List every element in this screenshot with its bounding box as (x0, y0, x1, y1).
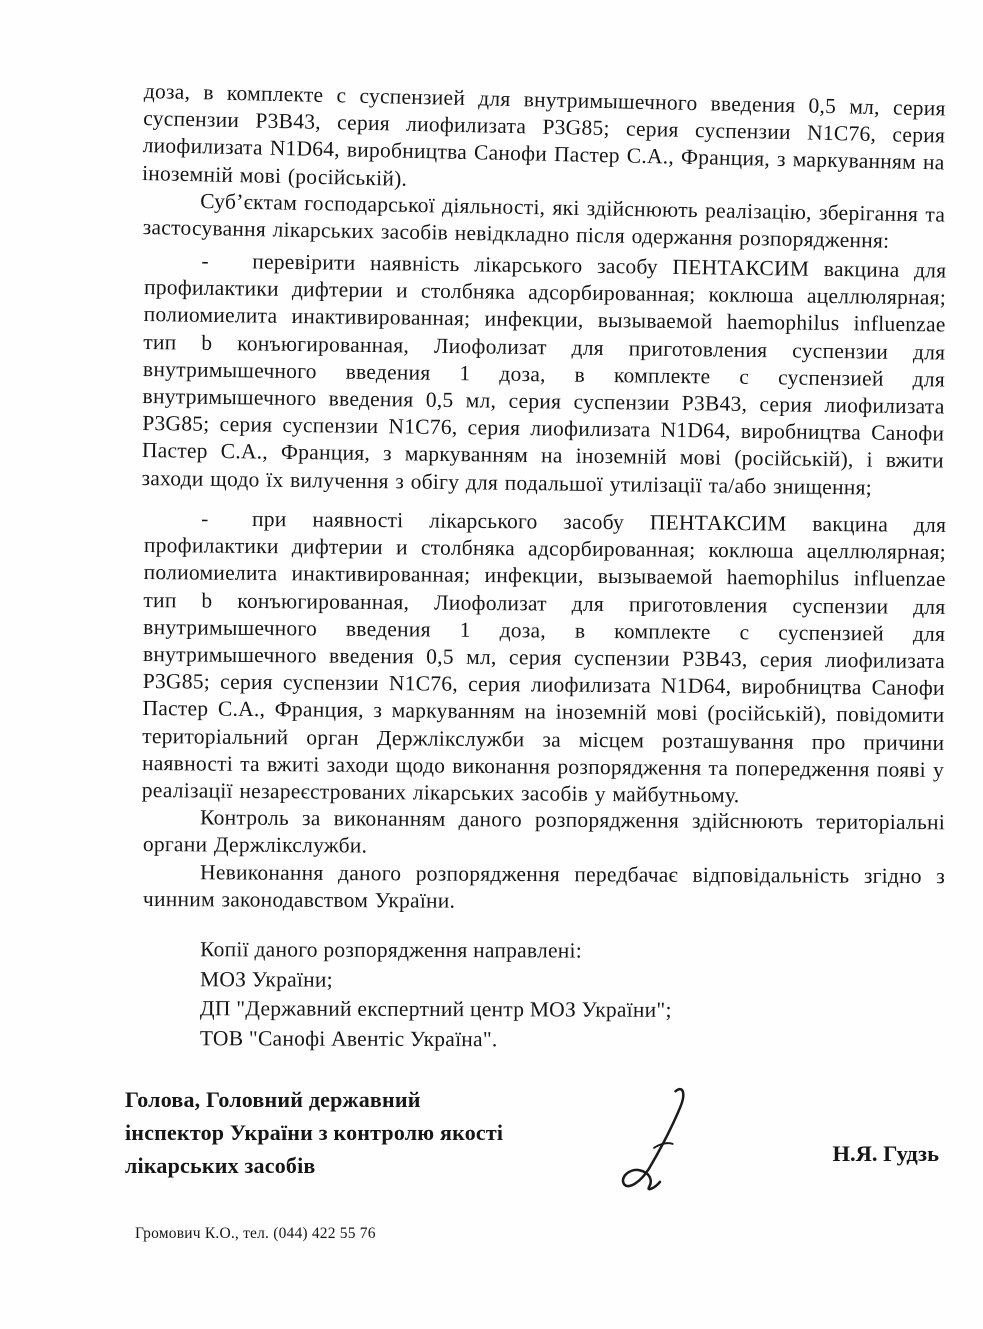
paragraph-dose-continuation: доза, в комплекте с суспензией для внутримышечного введения 0,5 мл, серия суспензии P3B43, серия лиофилизата P3G85; серия суспензии N1C76, серия лиофилизата N1D64, виробництва Санофи Пастер С.А., Франция, з маркуванням на іноземній мові (російській). (141, 79, 946, 191)
signatory-title-line-3: лікарських засобів (125, 1153, 316, 1179)
signature-block (125, 1083, 945, 1193)
list-item-verify: - перевірити наявність лікарського засобу ПЕНТАКСИМ вакцина для профилактики дифтерии и столбняка адсорбированная; коклюша ацеллюлярная; полиомиелита инактивированная; инфекции, вызываемой haemophilus influenzae тип b конъюгированная, Лиофолизат для приготовления суспензии для внутримышечного введения 1 доза, в комплекте с суспензией для внутримышечного введения 0,5 мл, серия суспензии P3B43, серия лиофилизата P3G85; серия суспензии N1C76, серия лиофилизата N1D64, виробництва Санофи Пастер С.А., Франция, з маркуванням на іноземній мові (російській), і вжити заходи щодо їх вилучення з обігу для подальшої утилізації та/або знищення; (141, 248, 947, 500)
copies-heading: Копії даного розпорядження направлені: (200, 937, 583, 963)
signature-mark (619, 1085, 697, 1193)
footer-contact: Громович К.О., тел. (044) 422 55 76 (135, 1225, 376, 1243)
copies-block (143, 935, 945, 1056)
paragraph-subjects: Суб’єктам господарської діяльності, які здійснюють реалізацію, зберігання та застосування лікарських засобів невідкладно після одержання розпорядження: (142, 188, 946, 253)
signatory-title-line-1: Голова, Головний державний (125, 1087, 421, 1113)
list-item-notify: - при наявності лікарського засобу ПЕНТАКСИМ вакцина для профилактики дифтерии и столбняка адсорбированная; коклюша ацеллюлярная; полиомиелита инактивированная; инфекции, вызываемой haemophilus influenzae тип b конъюгированная, Лиофолизат для приготовления суспензии для внутримышечного введения 1 доза, в комплекте с суспензией для внутримышечного введения 0,5 мл, серия суспензии P3B43, серия лиофилизата P3G85; серия суспензии N1C76, серия лиофилизата N1D64, виробництва Санофи Пастер С.А., Франция, з маркуванням на іноземній мові (російській), повідомити територіальний орган Держлікслужби за місцем розташування про причини наявності та вжиті заходи щодо виконання розпорядження та попередження появі у реалізації незареєстрованих лікарських засобів у майбутньому. (141, 506, 947, 808)
copies-recipient-moz: МОЗ України; (200, 966, 333, 992)
signatory-title-line-2: інспектор України з контролю якості (125, 1120, 504, 1146)
paragraph-control: Контроль за виконанням даного розпорядження здійснюють територіальні органи Держлікслужби. (142, 805, 946, 858)
signatory-title (125, 1083, 561, 1182)
paragraph-liability: Невиконання даного розпорядження передбачає відповідальність згідно з чинним законодавством України. (142, 859, 946, 913)
copies-recipient-expert-center: ДП "Державний експертний центр МОЗ України"; (199, 996, 672, 1022)
signatory-name: Н.Я. Гудзь (832, 1141, 939, 1167)
copies-recipient-sanofi: ТОВ "Санофі Авентіс Україна". (199, 1025, 498, 1051)
